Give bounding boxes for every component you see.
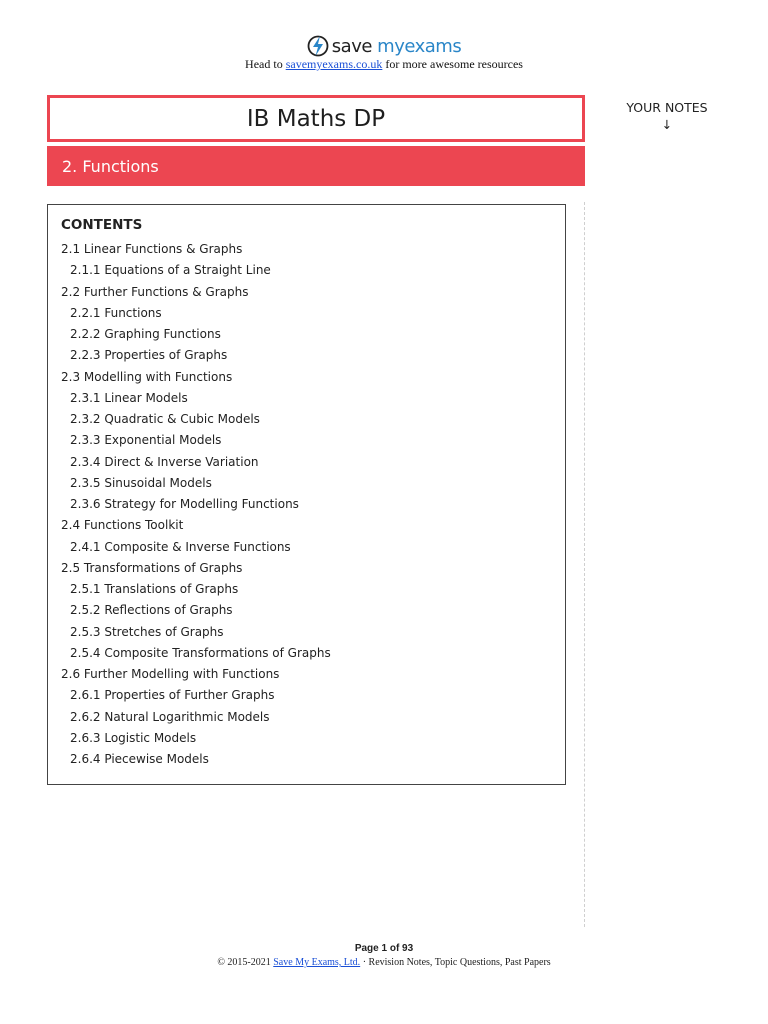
company-link[interactable]: Save My Exams, Ltd.	[273, 957, 361, 968]
page-footer	[0, 942, 768, 969]
toc-subsection-link[interactable]: 2.5.1 Translations of Graphs	[70, 582, 239, 596]
toc-section-link[interactable]: 2.3 Modelling with Functions	[61, 369, 233, 384]
toc-subsection-link[interactable]: 2.4.1 Composite & Inverse Functions	[70, 539, 291, 554]
toc-subsection-link[interactable]: 2.2.3 Properties of Graphs	[70, 348, 228, 363]
notes-divider	[584, 202, 585, 927]
copyright-line: © 2015-2021 Save My Exams, Ltd. · Revision Notes, Topic Questions, Past Papers	[217, 957, 551, 968]
toc-subsection-link[interactable]: 2.3.3 Exponential Models	[70, 433, 222, 448]
toc-section-link[interactable]: 2.4 Functions Toolkit	[61, 518, 184, 533]
section-heading: 2. Functions	[47, 146, 585, 186]
your-notes-text: YOUR NOTES	[626, 100, 708, 115]
toc-section-link[interactable]: 2.1 Linear Functions & Graphs	[61, 242, 243, 256]
toc-subsection-link[interactable]: 2.3.6 Strategy for Modelling Functions	[70, 497, 299, 511]
logo-wordmark: save myexams	[331, 35, 462, 57]
toc-subsection-link[interactable]: 2.3.5 Sinusoidal Models	[70, 475, 212, 490]
toc-subsection-link[interactable]: 2.5.2 Reflections of Graphs	[70, 603, 233, 618]
toc-subsection-link[interactable]: 2.5.4 Composite Transformations of Graphs	[70, 645, 331, 660]
toc-subsection-link[interactable]: 2.6.1 Properties of Further Graphs	[70, 688, 275, 703]
toc-section-link[interactable]: 2.6 Further Modelling with Functions	[61, 667, 280, 681]
site-link[interactable]: savemyexams.co.uk	[285, 57, 383, 71]
toc-section-link[interactable]: 2.5 Transformations of Graphs	[61, 560, 243, 575]
contents-heading: CONTENTS	[61, 217, 143, 233]
your-notes-label	[612, 99, 722, 133]
toc-subsection-link[interactable]: 2.2.2 Graphing Functions	[70, 327, 221, 341]
toc-subsection-link[interactable]: 2.3.4 Direct & Inverse Variation	[70, 454, 259, 469]
toc-subsection-link[interactable]: 2.1.1 Equations of a Straight Line	[70, 263, 271, 278]
table-of-contents	[47, 204, 566, 785]
toc-subsection-link[interactable]: 2.2.1 Functions	[70, 305, 162, 320]
page-title: IB Maths DP	[47, 95, 585, 142]
toc-subsection-link[interactable]: 2.3.1 Linear Models	[70, 390, 188, 405]
toc-subsection-link[interactable]: 2.6.3 Logistic Models	[70, 730, 197, 745]
toc-subsection-link[interactable]: 2.5.3 Stretches of Graphs	[70, 624, 224, 639]
down-arrow-icon: ↓	[661, 117, 673, 132]
toc-subsection-link[interactable]: 2.3.2 Quadratic & Cubic Models	[70, 412, 260, 426]
header-tagline: Head to savemyexams.co.uk for more awesome resources	[245, 57, 523, 71]
toc-subsection-link[interactable]: 2.6.2 Natural Logarithmic Models	[70, 709, 270, 724]
toc-list	[61, 241, 565, 772]
toc-section-link[interactable]: 2.2 Further Functions & Graphs	[61, 284, 249, 299]
toc-subsection-link[interactable]: 2.6.4 Piecewise Models	[70, 752, 209, 766]
page-number: Page 1 of 93	[354, 943, 414, 954]
lightning-bolt-icon	[307, 34, 329, 58]
